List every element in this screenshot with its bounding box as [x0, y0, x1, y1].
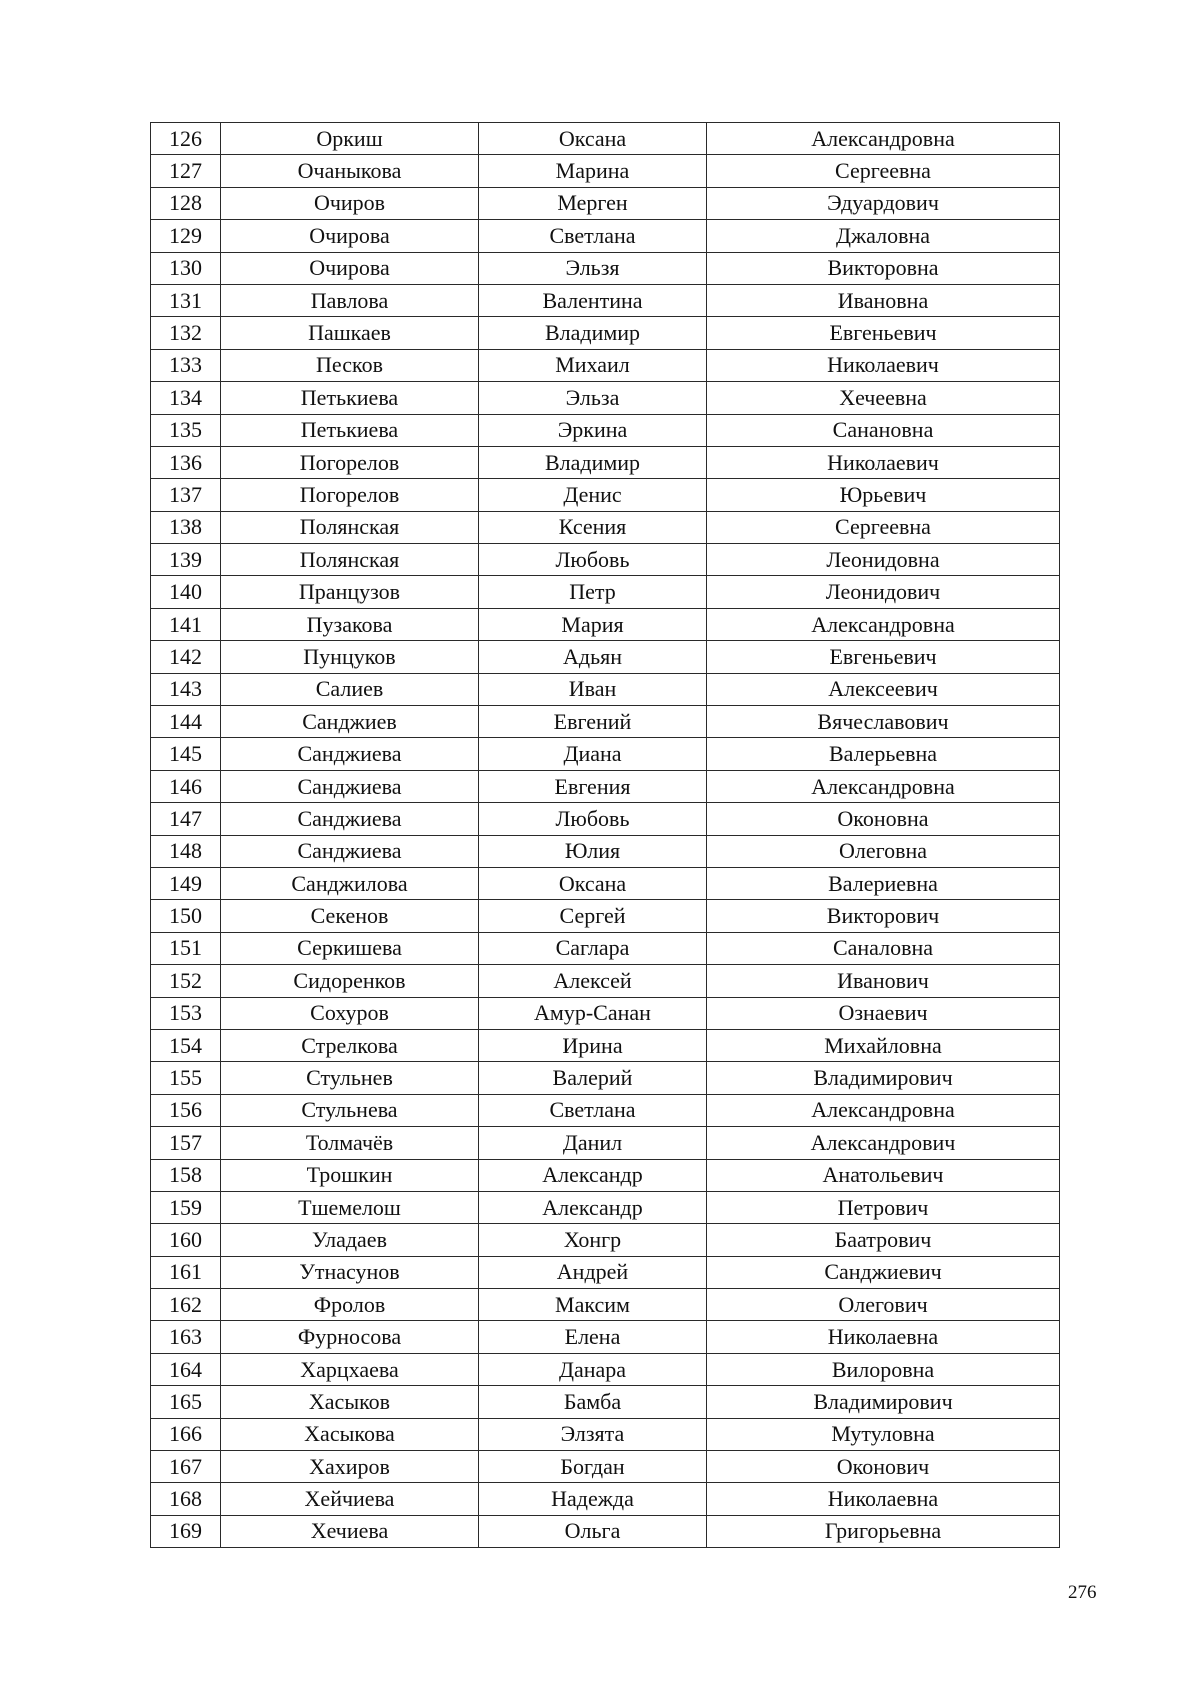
patronymic: Юрьевич	[707, 479, 1060, 511]
row-number: 148	[151, 835, 221, 867]
row-number: 137	[151, 479, 221, 511]
table-row	[151, 867, 1060, 899]
table-row	[151, 1289, 1060, 1321]
patronymic: Александровна	[707, 123, 1060, 155]
patronymic: Иванович	[707, 965, 1060, 997]
table-row	[151, 349, 1060, 381]
table-row	[151, 446, 1060, 478]
row-number: 134	[151, 382, 221, 414]
table-row	[151, 900, 1060, 932]
row-number: 162	[151, 1289, 221, 1321]
patronymic: Викторович	[707, 900, 1060, 932]
first-name: Хонгр	[479, 1224, 707, 1256]
table-row	[151, 1483, 1060, 1515]
table-row	[151, 220, 1060, 252]
first-name: Ольга	[479, 1515, 707, 1547]
last-name: Стрелкова	[221, 1029, 479, 1061]
table-row	[151, 382, 1060, 414]
patronymic: Оконович	[707, 1451, 1060, 1483]
table-row	[151, 1062, 1060, 1094]
table-row	[151, 479, 1060, 511]
row-number: 131	[151, 284, 221, 316]
patronymic: Ивановна	[707, 284, 1060, 316]
table-row	[151, 1029, 1060, 1061]
table-row	[151, 252, 1060, 284]
last-name: Очирова	[221, 252, 479, 284]
table-row	[151, 770, 1060, 802]
row-number: 140	[151, 576, 221, 608]
table-row	[151, 1386, 1060, 1418]
patronymic: Евгеньевич	[707, 641, 1060, 673]
table-row	[151, 803, 1060, 835]
patronymic: Эдуардович	[707, 187, 1060, 219]
table-row	[151, 317, 1060, 349]
row-number: 144	[151, 706, 221, 738]
last-name: Санджилова	[221, 867, 479, 899]
patronymic: Мутуловна	[707, 1418, 1060, 1450]
table-row	[151, 1321, 1060, 1353]
table-row	[151, 932, 1060, 964]
patronymic: Леонидович	[707, 576, 1060, 608]
table-row	[151, 284, 1060, 316]
first-name: Оксана	[479, 867, 707, 899]
patronymic: Григорьевна	[707, 1515, 1060, 1547]
patronymic: Вилоровна	[707, 1353, 1060, 1385]
table-row	[151, 1224, 1060, 1256]
first-name: Максим	[479, 1289, 707, 1321]
last-name: Песков	[221, 349, 479, 381]
first-name: Любовь	[479, 544, 707, 576]
last-name: Фурносова	[221, 1321, 479, 1353]
table-row	[151, 1127, 1060, 1159]
row-number: 154	[151, 1029, 221, 1061]
last-name: Санджиева	[221, 738, 479, 770]
row-number: 130	[151, 252, 221, 284]
last-name: Хасыкова	[221, 1418, 479, 1450]
first-name: Элзята	[479, 1418, 707, 1450]
first-name: Оксана	[479, 123, 707, 155]
patronymic: Викторовна	[707, 252, 1060, 284]
first-name: Владимир	[479, 317, 707, 349]
row-number: 164	[151, 1353, 221, 1385]
patronymic: Петрович	[707, 1191, 1060, 1223]
patronymic: Анатольевич	[707, 1159, 1060, 1191]
first-name: Евгения	[479, 770, 707, 802]
patronymic: Владимирович	[707, 1386, 1060, 1418]
last-name: Санджиев	[221, 706, 479, 738]
row-number: 152	[151, 965, 221, 997]
last-name: Павлова	[221, 284, 479, 316]
first-name: Данара	[479, 1353, 707, 1385]
first-name: Елена	[479, 1321, 707, 1353]
row-number: 150	[151, 900, 221, 932]
row-number: 145	[151, 738, 221, 770]
table-row	[151, 608, 1060, 640]
table-row	[151, 1451, 1060, 1483]
table-row	[151, 576, 1060, 608]
first-name: Эркина	[479, 414, 707, 446]
row-number: 146	[151, 770, 221, 802]
last-name: Санджиева	[221, 770, 479, 802]
first-name: Светлана	[479, 220, 707, 252]
table-row	[151, 1353, 1060, 1385]
patronymic: Джаловна	[707, 220, 1060, 252]
first-name: Юлия	[479, 835, 707, 867]
last-name: Толмачёв	[221, 1127, 479, 1159]
last-name: Стульнев	[221, 1062, 479, 1094]
first-name: Диана	[479, 738, 707, 770]
last-name: Харцхаева	[221, 1353, 479, 1385]
patronymic: Михайловна	[707, 1029, 1060, 1061]
table-row	[151, 738, 1060, 770]
table-row	[151, 997, 1060, 1029]
row-number: 167	[151, 1451, 221, 1483]
last-name: Пашкаев	[221, 317, 479, 349]
first-name: Петр	[479, 576, 707, 608]
row-number: 139	[151, 544, 221, 576]
row-number: 135	[151, 414, 221, 446]
first-name: Любовь	[479, 803, 707, 835]
page-number: 276	[1068, 1582, 1097, 1603]
patronymic: Валерьевна	[707, 738, 1060, 770]
patronymic: Хечеевна	[707, 382, 1060, 414]
first-name: Мерген	[479, 187, 707, 219]
first-name: Мария	[479, 608, 707, 640]
row-number: 159	[151, 1191, 221, 1223]
table-row	[151, 1418, 1060, 1450]
last-name: Тшемелош	[221, 1191, 479, 1223]
row-number: 136	[151, 446, 221, 478]
first-name: Надежда	[479, 1483, 707, 1515]
roster-table-body	[151, 123, 1060, 1548]
last-name: Полянская	[221, 544, 479, 576]
last-name: Уладаев	[221, 1224, 479, 1256]
patronymic: Сергеевна	[707, 511, 1060, 543]
first-name: Эльзя	[479, 252, 707, 284]
last-name: Петькиева	[221, 414, 479, 446]
first-name: Александр	[479, 1191, 707, 1223]
patronymic: Николаевна	[707, 1321, 1060, 1353]
last-name: Санджиева	[221, 803, 479, 835]
last-name: Очирова	[221, 220, 479, 252]
table-row	[151, 1515, 1060, 1547]
patronymic: Олеговна	[707, 835, 1060, 867]
last-name: Санджиева	[221, 835, 479, 867]
table-row	[151, 414, 1060, 446]
last-name: Пузакова	[221, 608, 479, 640]
patronymic: Леонидовна	[707, 544, 1060, 576]
first-name: Денис	[479, 479, 707, 511]
row-number: 141	[151, 608, 221, 640]
row-number: 132	[151, 317, 221, 349]
last-name: Утнасунов	[221, 1256, 479, 1288]
row-number: 163	[151, 1321, 221, 1353]
row-number: 126	[151, 123, 221, 155]
last-name: Погорелов	[221, 479, 479, 511]
row-number: 142	[151, 641, 221, 673]
table-row	[151, 1159, 1060, 1191]
first-name: Ирина	[479, 1029, 707, 1061]
first-name: Александр	[479, 1159, 707, 1191]
patronymic: Баатрович	[707, 1224, 1060, 1256]
table-row	[151, 673, 1060, 705]
patronymic: Санджиевич	[707, 1256, 1060, 1288]
patronymic: Валериевна	[707, 867, 1060, 899]
patronymic: Владимирович	[707, 1062, 1060, 1094]
patronymic: Александровна	[707, 1094, 1060, 1126]
row-number: 147	[151, 803, 221, 835]
last-name: Серкишева	[221, 932, 479, 964]
row-number: 138	[151, 511, 221, 543]
first-name: Алексей	[479, 965, 707, 997]
patronymic: Санановна	[707, 414, 1060, 446]
first-name: Марина	[479, 155, 707, 187]
row-number: 151	[151, 932, 221, 964]
row-number: 166	[151, 1418, 221, 1450]
table-row	[151, 706, 1060, 738]
last-name: Пунцуков	[221, 641, 479, 673]
patronymic: Николаевич	[707, 349, 1060, 381]
row-number: 127	[151, 155, 221, 187]
last-name: Погорелов	[221, 446, 479, 478]
last-name: Очаныкова	[221, 155, 479, 187]
first-name: Данил	[479, 1127, 707, 1159]
first-name: Валентина	[479, 284, 707, 316]
first-name: Владимир	[479, 446, 707, 478]
first-name: Сергей	[479, 900, 707, 932]
last-name: Трошкин	[221, 1159, 479, 1191]
table-row	[151, 123, 1060, 155]
first-name: Богдан	[479, 1451, 707, 1483]
first-name: Иван	[479, 673, 707, 705]
roster-table	[150, 122, 1060, 1548]
first-name: Амур-Санан	[479, 997, 707, 1029]
table-row	[151, 641, 1060, 673]
last-name: Секенов	[221, 900, 479, 932]
last-name: Хейчиева	[221, 1483, 479, 1515]
first-name: Светлана	[479, 1094, 707, 1126]
first-name: Михаил	[479, 349, 707, 381]
row-number: 155	[151, 1062, 221, 1094]
first-name: Бамба	[479, 1386, 707, 1418]
last-name: Петькиева	[221, 382, 479, 414]
last-name: Очиров	[221, 187, 479, 219]
patronymic: Алексеевич	[707, 673, 1060, 705]
patronymic: Александрович	[707, 1127, 1060, 1159]
row-number: 129	[151, 220, 221, 252]
table-row	[151, 544, 1060, 576]
patronymic: Ознаевич	[707, 997, 1060, 1029]
row-number: 160	[151, 1224, 221, 1256]
table-row	[151, 1256, 1060, 1288]
table-row	[151, 511, 1060, 543]
row-number: 169	[151, 1515, 221, 1547]
last-name: Хечиева	[221, 1515, 479, 1547]
patronymic: Вячеславович	[707, 706, 1060, 738]
last-name: Хасыков	[221, 1386, 479, 1418]
table-row	[151, 1191, 1060, 1223]
last-name: Полянская	[221, 511, 479, 543]
last-name: Хахиров	[221, 1451, 479, 1483]
patronymic: Александровна	[707, 608, 1060, 640]
patronymic: Сергеевна	[707, 155, 1060, 187]
table-row	[151, 1094, 1060, 1126]
patronymic: Николаевич	[707, 446, 1060, 478]
row-number: 149	[151, 867, 221, 899]
row-number: 133	[151, 349, 221, 381]
last-name: Пранцузов	[221, 576, 479, 608]
row-number: 143	[151, 673, 221, 705]
row-number: 161	[151, 1256, 221, 1288]
row-number: 158	[151, 1159, 221, 1191]
row-number: 168	[151, 1483, 221, 1515]
last-name: Сидоренков	[221, 965, 479, 997]
patronymic: Николаевна	[707, 1483, 1060, 1515]
row-number: 157	[151, 1127, 221, 1159]
first-name: Валерий	[479, 1062, 707, 1094]
patronymic: Олегович	[707, 1289, 1060, 1321]
table-row	[151, 835, 1060, 867]
first-name: Евгений	[479, 706, 707, 738]
row-number: 165	[151, 1386, 221, 1418]
first-name: Ксения	[479, 511, 707, 543]
first-name: Эльза	[479, 382, 707, 414]
first-name: Саглара	[479, 932, 707, 964]
patronymic: Евгеньевич	[707, 317, 1060, 349]
row-number: 156	[151, 1094, 221, 1126]
table-row	[151, 965, 1060, 997]
first-name: Адьян	[479, 641, 707, 673]
first-name: Андрей	[479, 1256, 707, 1288]
last-name: Фролов	[221, 1289, 479, 1321]
last-name: Оркиш	[221, 123, 479, 155]
last-name: Стульнева	[221, 1094, 479, 1126]
last-name: Сохуров	[221, 997, 479, 1029]
row-number: 128	[151, 187, 221, 219]
table-row	[151, 155, 1060, 187]
last-name: Салиев	[221, 673, 479, 705]
patronymic: Саналовна	[707, 932, 1060, 964]
row-number: 153	[151, 997, 221, 1029]
patronymic: Александровна	[707, 770, 1060, 802]
patronymic: Оконовна	[707, 803, 1060, 835]
table-row	[151, 187, 1060, 219]
